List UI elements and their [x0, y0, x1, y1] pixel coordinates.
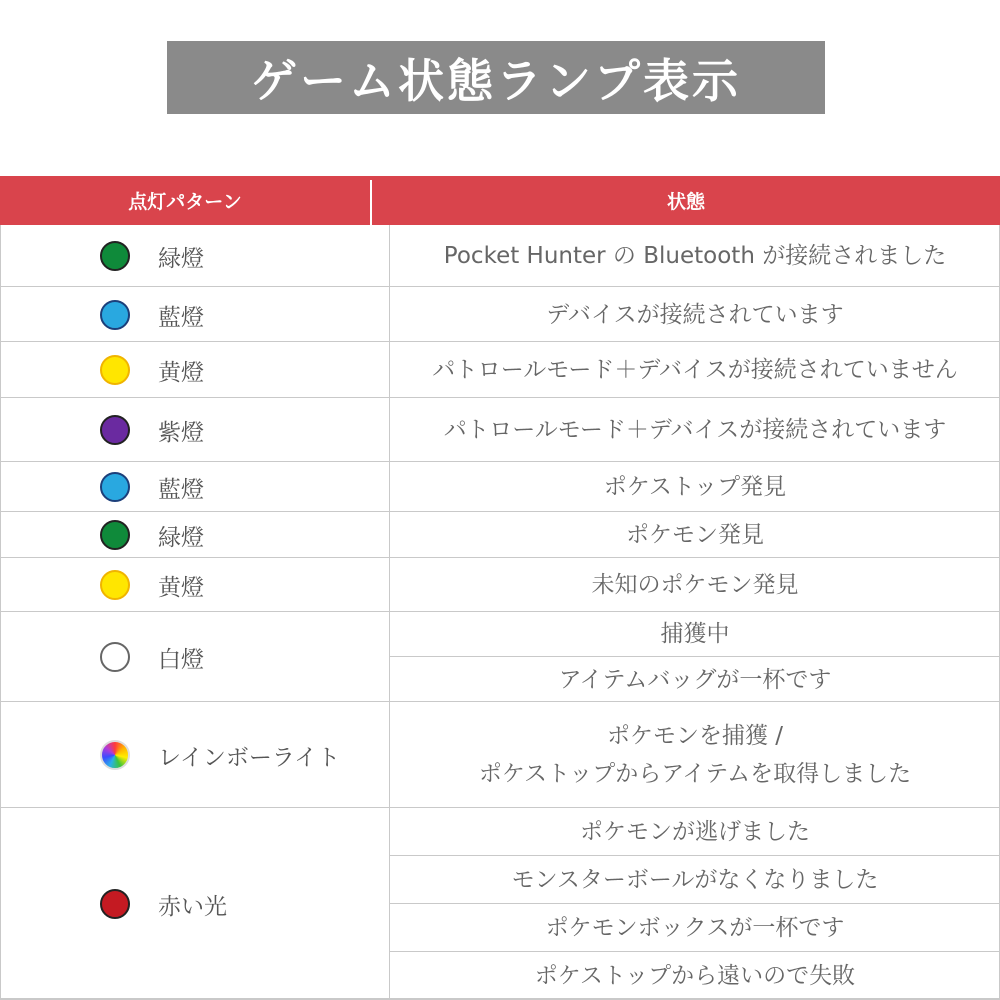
- lamp-indicator-icon: [100, 241, 130, 271]
- lamp-indicator-icon: [100, 472, 130, 502]
- table-row: [0, 558, 1000, 612]
- state-cell: ポケモンボックスが一杯です: [390, 904, 1000, 952]
- state-cell: ポケモンを捕獲 / ポケストップからアイテムを取得しました: [478, 723, 912, 787]
- state-cell: ポケストップ発見: [603, 474, 787, 500]
- lamp-name: 藍燈: [158, 477, 204, 503]
- lamp-name: 藍燈: [158, 304, 204, 331]
- state-cell: 未知のポケモン発見: [591, 572, 799, 598]
- lamp-indicator-icon: [100, 355, 130, 385]
- lamp-cell: [0, 342, 390, 397]
- lamp-indicator-icon: [100, 642, 130, 672]
- state-cell: デバイスが接続されています: [546, 301, 844, 328]
- state-cell: ポケモンが逃げました: [390, 808, 1000, 856]
- lamp-indicator-icon: [100, 889, 130, 919]
- lamp-indicator-icon: [100, 415, 130, 445]
- lamp-name: 紫燈: [158, 420, 204, 446]
- lamp-cell: [0, 287, 390, 341]
- lamp-name: 赤い光: [158, 894, 227, 920]
- lamp-cell: [0, 398, 390, 461]
- lamp-cell: [0, 702, 390, 807]
- table-row: [0, 512, 1000, 558]
- state-cell: パトロールモード＋デバイスが接続されていません: [432, 357, 958, 383]
- lamp-indicator-icon: [100, 570, 130, 600]
- title-banner: [167, 41, 825, 114]
- lamp-status-table: [0, 176, 1000, 1000]
- lamp-cell: [0, 808, 390, 998]
- lamp-cell: [0, 612, 390, 701]
- lamp-indicator-icon: [100, 740, 130, 770]
- table-row: [0, 702, 1000, 808]
- state-cell: モンスターボールがなくなりました: [390, 856, 1000, 904]
- header-pattern: 点灯パターン: [128, 191, 242, 213]
- lamp-cell: [0, 512, 390, 557]
- page-title: ゲーム状態ランプ表示: [251, 53, 741, 108]
- table-row: [0, 225, 1000, 287]
- lamp-indicator-icon: [100, 300, 130, 330]
- state-cell: Pocket Hunter の Bluetooth が接続されました: [443, 243, 947, 269]
- lamp-cell: [0, 462, 390, 511]
- lamp-name: 緑燈: [158, 525, 204, 551]
- table-row: [0, 342, 1000, 398]
- table-row: [0, 398, 1000, 462]
- lamp-indicator-icon: [100, 520, 130, 550]
- table-row: [0, 462, 1000, 512]
- state-cell: ポケストップから遠いので失敗: [534, 963, 856, 989]
- lamp-name: レインボーライト: [158, 745, 341, 771]
- lamp-name: 黄燈: [158, 360, 204, 386]
- state-cell: アイテムバッグが一杯です: [558, 666, 832, 693]
- lamp-cell: [0, 558, 390, 611]
- table-row: [0, 612, 1000, 702]
- table-row: [0, 287, 1000, 342]
- lamp-name: 黄燈: [158, 575, 204, 601]
- header-state: 状態: [666, 191, 705, 213]
- state-cell: パトロールモード＋デバイスが接続されています: [443, 417, 947, 443]
- table-row: [0, 808, 1000, 1000]
- lamp-cell: [0, 225, 390, 286]
- lamp-name: 緑燈: [158, 246, 204, 272]
- table-header: [0, 176, 1000, 225]
- lamp-name: 白燈: [158, 647, 204, 673]
- state-cell: ポケモン発見: [626, 522, 764, 548]
- state-cell: 捕獲中: [390, 612, 1000, 657]
